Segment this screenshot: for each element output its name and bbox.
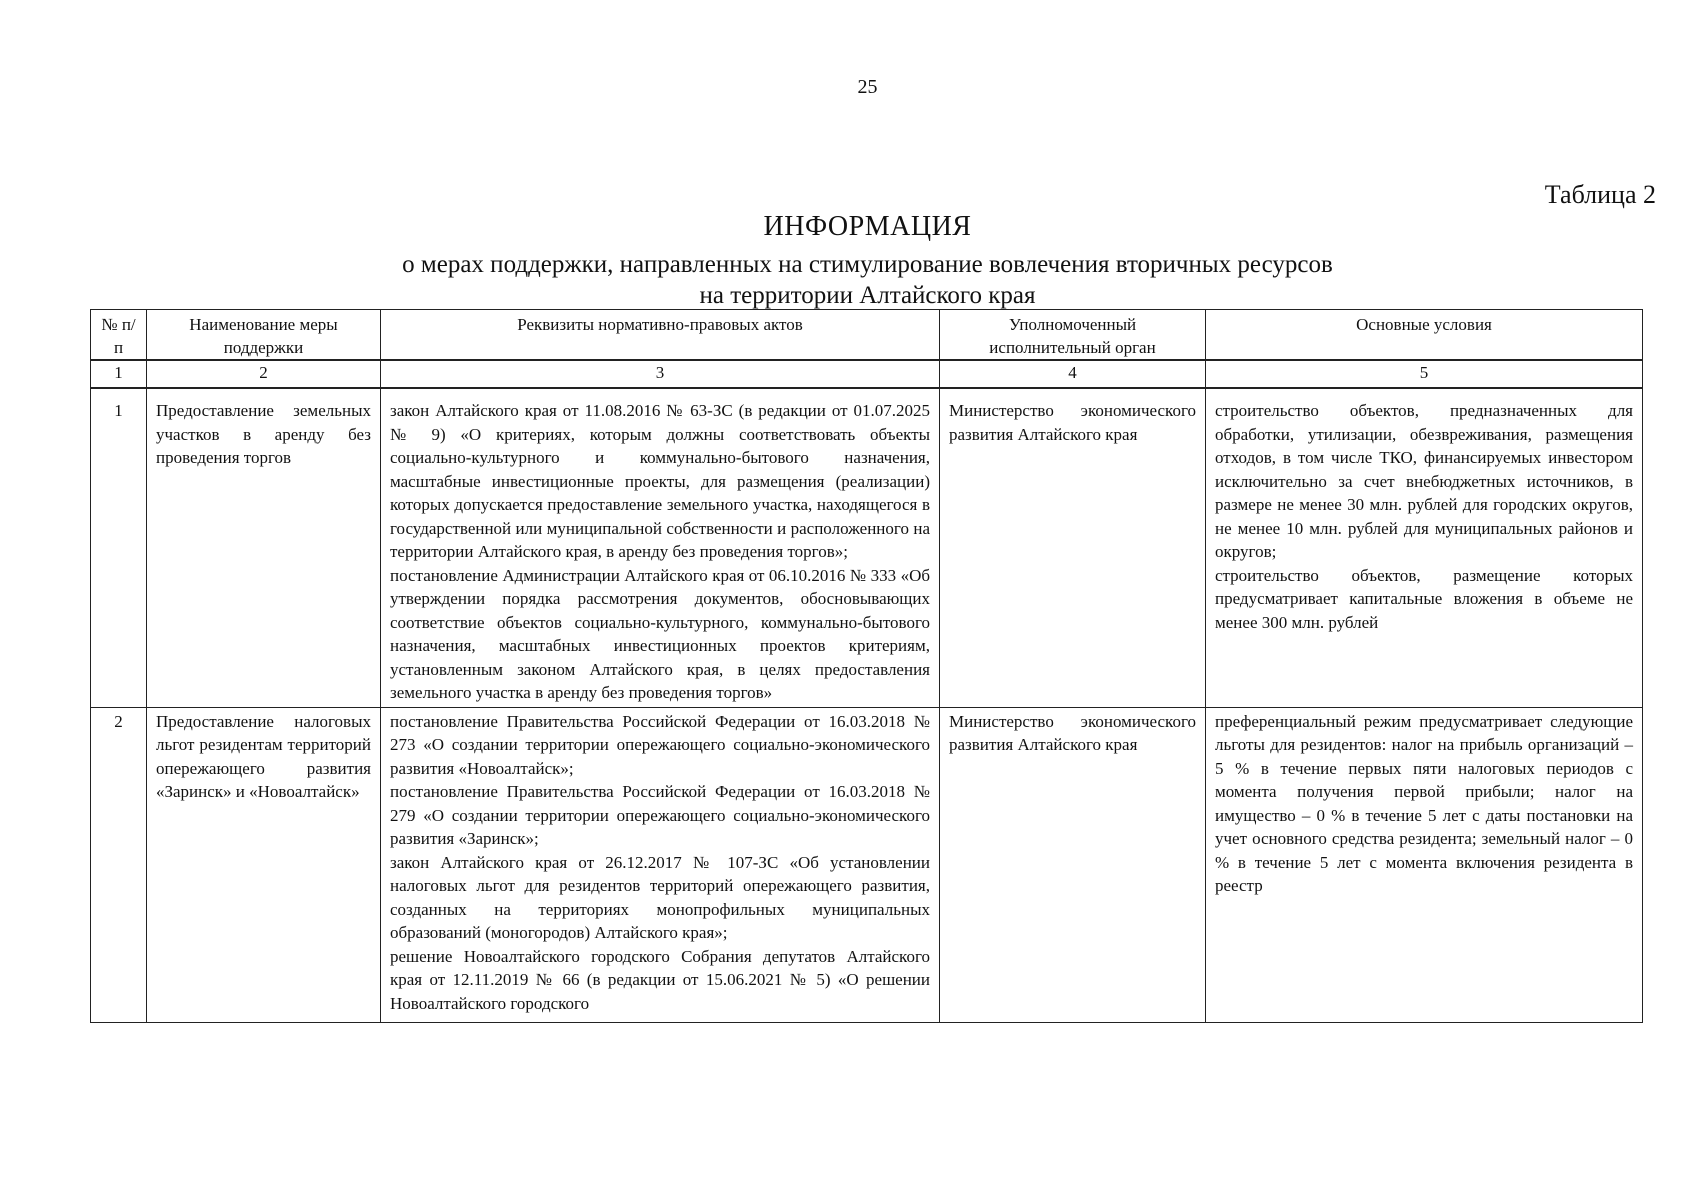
legal-act: закон Алтайского края от 26.12.2017 № 107-ЗС «Об установлении налоговых льгот для резидентов территорий опережающего развития, созданных на территориях монопрофильных муниципальных образований (моногородов) Алтайского края»; bbox=[390, 852, 930, 942]
column-number: 3 bbox=[381, 360, 940, 388]
column-number: 4 bbox=[940, 360, 1206, 388]
row-number: 1 bbox=[91, 397, 147, 707]
subtitle-line: о мерах поддержки, направленных на стимулирование вовлечения вторичных ресурсов bbox=[402, 251, 1333, 278]
measure-name: Предоставление налоговых льгот резидентам территорий опережающего развития «Заринск» и «Новоалтайск» bbox=[147, 707, 381, 1022]
page-number: 25 bbox=[857, 76, 878, 98]
header-legal-acts: Реквизиты нормативно-правовых актов bbox=[381, 310, 940, 361]
legal-acts-clip bbox=[390, 710, 930, 1020]
legal-acts bbox=[381, 397, 940, 707]
table-row bbox=[91, 397, 1643, 707]
condition: строительство объектов, размещение которых предусматривает капитальные вложения в объеме не менее 300 млн. рублей bbox=[1215, 565, 1633, 632]
legal-act: постановление Правительства Российской Федерации от 16.03.2018 № 273 «О создании территории опережающего социально-экономического развития «Новоалтайск»; bbox=[390, 711, 930, 778]
legal-act: закон Алтайского края от 11.08.2016 № 63-ЗС (в редакции от 01.07.2025 № 9) «О критериях, которым должны соответствовать объекты социально-культурного и коммунально-бытового назначения, масштабные инвестиционные проекты, для размещения (реализации) которых допускается предоставление земельного участка, находящегося в государственной или муниципальной собственности и расположенного на территории Алтайского края, в аренду без проведения торгов»; bbox=[390, 401, 930, 561]
measure-name: Предоставление земельных участков в аренду без проведения торгов bbox=[147, 397, 381, 707]
authority: Министерство экономического развития Алтайского края bbox=[940, 707, 1206, 1022]
column-numbering-row bbox=[91, 360, 1643, 388]
header-authority: Уполномоченный исполнительный орган bbox=[940, 310, 1206, 361]
condition: строительство объектов, предназначенных для обработки, утилизации, обезвреживания, размещения отходов, в том числе ТКО, финансируемых инвестором исключительно за счет внебюджетных источников, в размере не менее 30 млн. рублей для городских округов, не менее 10 млн. рублей для муниципальных районов и округов; bbox=[1215, 401, 1633, 561]
column-number: 2 bbox=[147, 360, 381, 388]
support-measures-table bbox=[90, 309, 1643, 1023]
table-row bbox=[91, 707, 1643, 1022]
condition: преференциальный режим предусматривает следующие льготы для резидентов: налог на прибыль организаций – 5 % в течение первых пяти налоговых периодов с момента получения первой прибыли; налог на имущество – 0 % в течение 5 лет с даты постановки на учет основного средства резидента; земельный налог – 0 % в течение 5 лет с момента включения резидента в реестр bbox=[1215, 711, 1633, 895]
column-number: 1 bbox=[91, 360, 147, 388]
legal-act: решение Новоалтайского городского Собрания депутатов Алтайского края от 12.11.2019 № 66 (в редакции от 15.06.2021 № 5) «О решении Новоалтайского городского bbox=[390, 946, 930, 1013]
document-title: ИНФОРМАЦИЯ bbox=[763, 211, 972, 242]
document-subtitle bbox=[0, 249, 1696, 311]
header-conditions: Основные условия bbox=[1206, 310, 1643, 361]
spacer-row bbox=[91, 388, 1643, 397]
subtitle-line: на территории Алтайского края bbox=[699, 282, 1036, 309]
header-measure-name: Наименование меры поддержки bbox=[147, 310, 381, 361]
conditions bbox=[1206, 397, 1643, 707]
authority: Министерство экономического развития Алтайского края bbox=[940, 397, 1206, 707]
legal-act: постановление Правительства Российской Федерации от 16.03.2018 № 279 «О создании территории опережающего социально-экономического развития «Заринск»; bbox=[390, 782, 930, 848]
header-num: № п/п bbox=[91, 310, 147, 361]
conditions bbox=[1206, 707, 1643, 1022]
column-number: 5 bbox=[1206, 360, 1643, 388]
row-number: 2 bbox=[91, 707, 147, 1022]
table-label: Таблица 2 bbox=[1544, 180, 1656, 209]
legal-acts bbox=[381, 707, 940, 1022]
legal-act: постановление Администрации Алтайского края от 06.10.2016 № 333 «Об утверждении порядка рассмотрения документов, обосновывающих соответствие объектов социально-культурного, коммунально-бытового назначения, масштабных инвестиционных проектов критериям, установленным законом Алтайского края, в целях предоставления земельного участка в аренду без проведения торгов» bbox=[390, 565, 930, 702]
table-header-row bbox=[91, 310, 1643, 361]
